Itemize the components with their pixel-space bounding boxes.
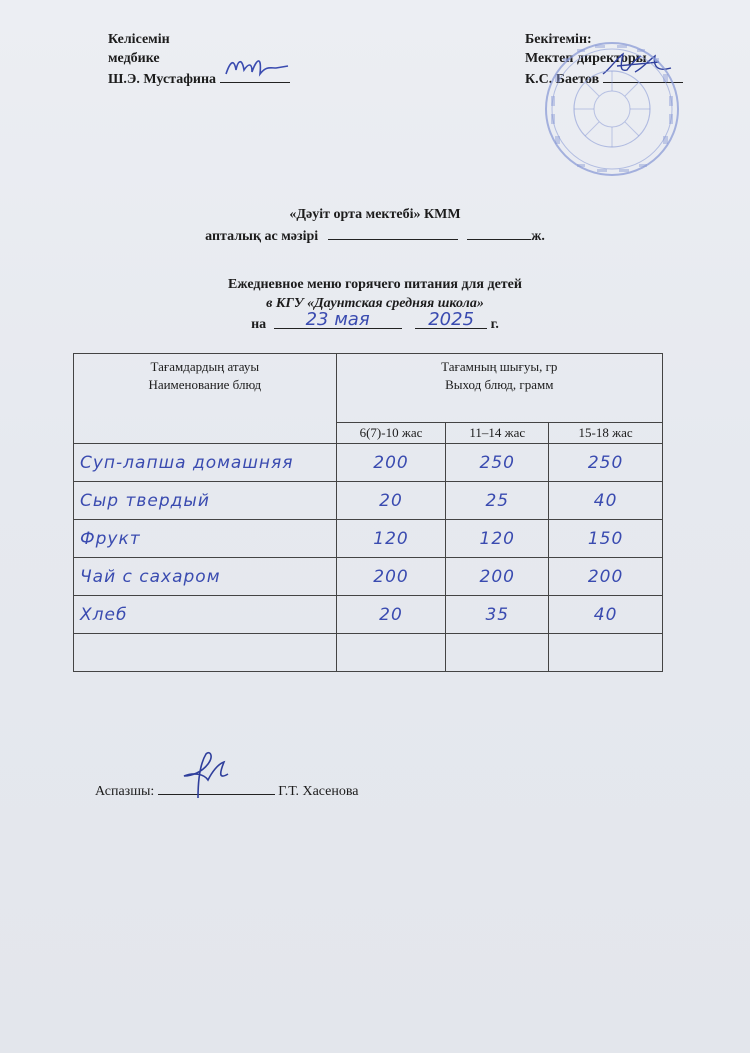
year-fill-line: [467, 224, 531, 240]
school-name-kz: «Дәуіт орта мектебі» КММ: [289, 207, 461, 222]
year-suffix-kz: ж.: [531, 229, 545, 244]
agreed-label: Келісемін: [108, 32, 170, 47]
table-row: [74, 520, 663, 558]
week-fill-line: [328, 224, 458, 240]
portion-age-1: 20: [336, 482, 446, 520]
nurse-signature: [222, 52, 292, 82]
portion-age-3: 150: [549, 520, 663, 558]
age-group-2: 11–14 жас: [446, 423, 549, 444]
title-ru: [0, 275, 750, 334]
cook-label: Аспазшы:: [95, 784, 155, 799]
portion-header-ru: Выход блюд, грамм: [445, 377, 554, 392]
dish-name: [74, 634, 337, 672]
portion-age-1: 200: [336, 558, 446, 596]
portion-age-2: [446, 634, 549, 672]
dish-name-header-kz: Тағамдардың атауы: [150, 359, 260, 374]
dish-name: Сыр твердый: [74, 482, 337, 520]
nurse-signature-line: [220, 68, 290, 83]
director-name: К.С. Баетов: [525, 72, 600, 87]
portion-age-3: 250: [549, 444, 663, 482]
portion-age-2: 250: [446, 444, 549, 482]
table-row: [74, 444, 663, 482]
school-seal-icon: [543, 40, 681, 178]
dish-name-header-ru: Наименование блюд: [148, 377, 262, 392]
portion-age-1: 120: [336, 520, 446, 558]
cook-signature-line: [158, 780, 275, 795]
cook-name: Г.Т. Хасенова: [278, 784, 359, 799]
menu-table: [73, 353, 663, 672]
cook-signature-block: [95, 780, 359, 800]
table-row: [74, 596, 663, 634]
portion-age-2: 120: [446, 520, 549, 558]
table-row: [74, 558, 663, 596]
portion-age-2: 200: [446, 558, 549, 596]
approved-label: Бекітемін:: [525, 32, 592, 47]
dish-name: Хлеб: [74, 596, 337, 634]
date-year-line: [415, 309, 487, 330]
portion-age-1: 200: [336, 444, 446, 482]
weekly-menu-label: апталық ас мәзірі: [205, 229, 319, 244]
portion-age-2: 25: [446, 482, 549, 520]
date-day-value: 23 мая: [305, 309, 370, 330]
nurse-name: Ш.Э. Мустафина: [108, 72, 217, 87]
dish-name-header: [74, 354, 337, 444]
date-prefix: на: [251, 317, 267, 332]
portion-age-2: 35: [446, 596, 549, 634]
portion-age-3: 40: [549, 596, 663, 634]
title-kz: [0, 205, 750, 246]
dish-name: Чай с сахаром: [74, 558, 337, 596]
portion-age-3: [549, 634, 663, 672]
table-row: [74, 482, 663, 520]
approval-block-nurse: [108, 30, 290, 89]
dish-name: Суп-лапша домашняя: [74, 444, 337, 482]
date-suffix: г.: [490, 317, 499, 332]
portion-age-1: [336, 634, 446, 672]
menu-title-ru: Ежедневное меню горячего питания для детей: [228, 277, 522, 292]
age-group-3: 15-18 жас: [549, 423, 663, 444]
date-year-value: 2025: [428, 309, 475, 330]
nurse-role: медбике: [108, 51, 160, 66]
dish-name: Фрукт: [74, 520, 337, 558]
portion-header: [336, 354, 662, 423]
portion-age-3: 40: [549, 482, 663, 520]
portion-age-1: 20: [336, 596, 446, 634]
age-group-1: 6(7)-10 жас: [336, 423, 446, 444]
cook-signature: [168, 746, 238, 804]
director-role: Мектеп директоры: [525, 51, 647, 66]
date-day-line: [274, 309, 402, 330]
portion-header-kz: Тағамның шығуы, гр: [441, 359, 558, 374]
school-name-ru: в КГУ «Даунтская средняя школа»: [266, 296, 484, 311]
table-row: [74, 634, 663, 672]
portion-age-3: 200: [549, 558, 663, 596]
